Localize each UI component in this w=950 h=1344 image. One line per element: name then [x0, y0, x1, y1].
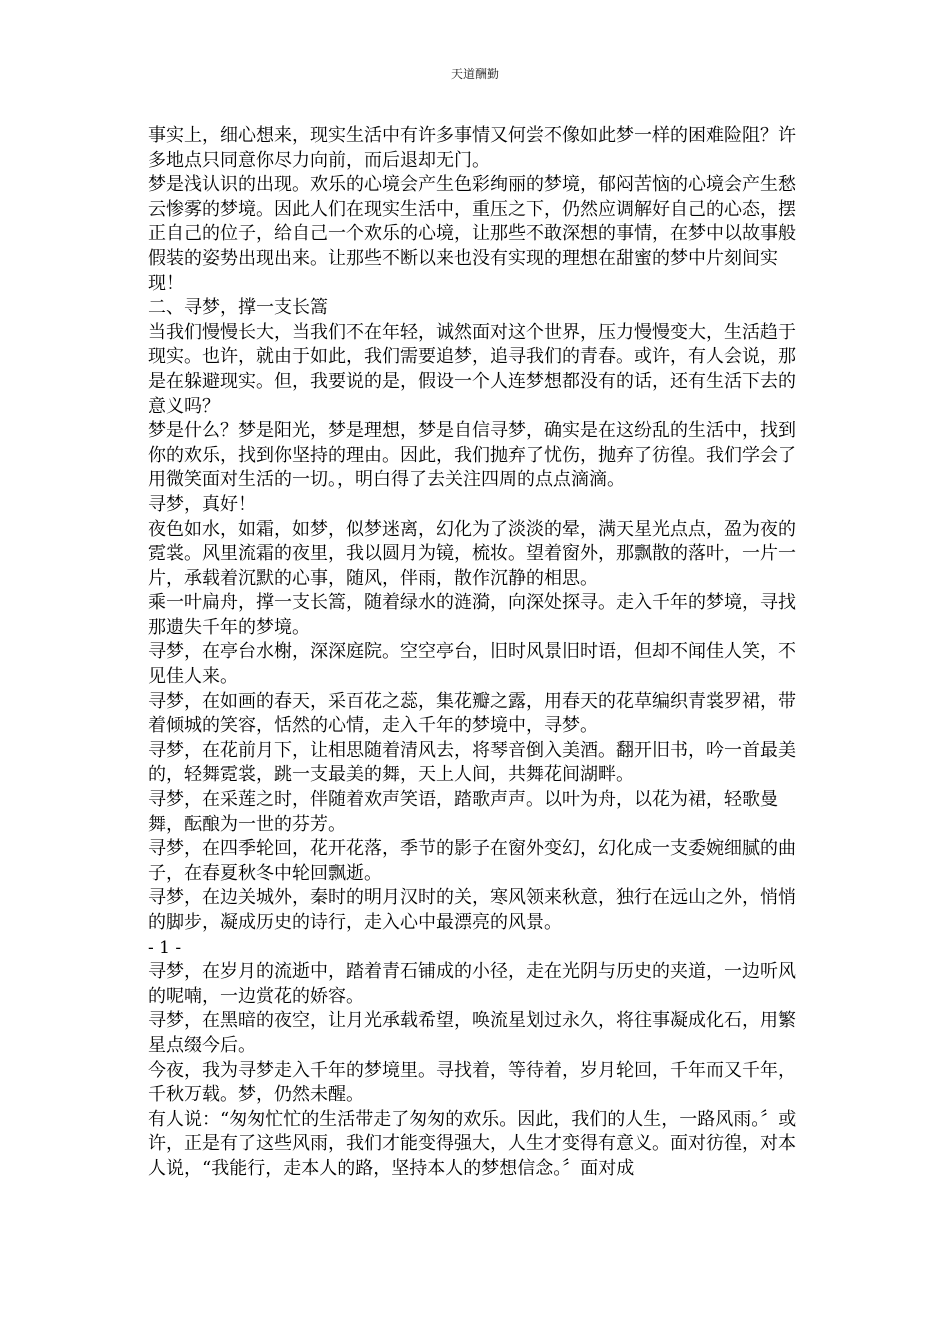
paragraph: 寻梦，在岁月的流逝中，踏着青石铺成的小径，走在光阴与历史的夹道，一边听风的呢喃，一边赏花的娇容。	[148, 961, 796, 1007]
paragraph: 寻梦，在花前月下，让相思随着清风去，将琴音倒入美酒。翻开旧书，吟一首最美的，轻舞霓裳，跳一支最美的舞，天上人间，共舞花间湖畔。	[148, 739, 796, 786]
paragraph: 寻梦，在黑暗的夜空，让月光承载希望，唤流星划过永久，将往事凝成化石，用繁星点缀今后。	[148, 1010, 796, 1056]
paragraph: 寻梦，真好！	[148, 493, 256, 515]
page-header: 天道酬勤	[450, 67, 499, 81]
page-number: - 1 -	[148, 937, 182, 958]
paragraph: 寻梦，在边关城外，秦时的明月汉时的关，寒风领来秋意，独行在远山之外，悄悄的脚步，凝成历史的诗行，走入心中最漂亮的风景。	[148, 887, 796, 933]
document-body	[148, 124, 808, 1182]
paragraph: 寻梦，在采莲之时，伴随着欢声笑语，踏歌声声。以叶为舟，以花为裙，轻歌曼舞，酝酿为一世的芬芳。	[148, 789, 778, 835]
paragraph: 今夜，我为寻梦走入千年的梦境里。寻找着，等待着，岁月轮回，千年而又千年，千秋万载。梦，仍然未醒。	[148, 1059, 796, 1106]
paragraph: 寻梦，在如画的春天，采百花之蕊，集花瓣之露，用春天的花草编织青裳罗裙，带着倾城的笑容，恬然的心情，走入千年的梦境中，寻梦。	[148, 690, 796, 737]
paragraph: 夜色如水，如霜，如梦，似梦迷离，幻化为了淡淡的晕，满天星光点点，盈为夜的霓裳。风里流霜的夜里，我以圆月为镜，梳妆。望着窗外，那飘散的落叶，一片一片，承载着沉默的心事，随风，伴雨，散作沉静的相思。	[148, 518, 796, 589]
paragraph: 事实上，细心想来，现实生活中有许多事情又何尝不像如此梦一样的困难险阻？许多地点只同意你尽力向前，而后退却无门。	[148, 125, 796, 171]
paragraph: 寻梦，在四季轮回，花开花落，季节的影子在窗外变幻，幻化成一支委婉细腻的曲子，在春夏秋冬中轮回飘逝。	[148, 838, 796, 884]
paragraph: 乘一叶扁舟，撑一支长篙，随着绿水的涟漪，向深处探寻。走入千年的梦境，寻找那遗失千年的梦境。	[148, 592, 796, 638]
paragraph: 当我们慢慢长大，当我们不在年轻，诚然面对这个世界，压力慢慢变大，生活趋于现实。也许，就由于如此，我们需要追梦，追寻我们的青春。或许，有人会说，那是在躲避现实。但，我要说的是，假设一个人连梦想都没有的话，还有生活下去的意义吗？	[148, 321, 796, 417]
paragraph: 梦是浅认识的出现。欢乐的心境会产生色彩绚丽的梦境，郁闷苦恼的心境会产生愁云惨雾的梦境。因此人们在现实生活中，重压之下，仍然应调解好自己的心态，摆正自己的位子，给自己一个欢乐的心境，让那些不敢深想的事情，在梦中以故事般假装的姿势出现出来。让那些不断以来也没有实现的理想在甜蜜的梦中片刻间实现！	[148, 174, 796, 294]
paragraph: 寻梦，在亭台水榭，深深庭院。空空亭台，旧时风景旧时语，但却不闻佳人笑，不见佳人来。	[148, 641, 796, 688]
section-heading: 二、寻梦，撑一支长篙	[148, 297, 328, 319]
paragraph: 梦是什么？梦是阳光，梦是理想，梦是自信寻梦，确实是在这纷乱的生活中，找到你的欢乐，找到你坚持的理由。因此，我们抛弃了忧伤，抛弃了彷徨。我们学会了用微笑面对生活的一切。，明白得了去关注四周的点点滴滴。	[148, 420, 796, 491]
paragraph: 有人说：“匆匆忙忙的生活带走了匆匆的欢乐。因此，我们的人生，一路风雨。〞或许，正是有了这些风雨，我们才能变得强大，人生才变得有意义。面对彷徨，对本人说，“我能行，走本人的路，坚持本人的梦想信念。〞面对成	[148, 1108, 797, 1179]
